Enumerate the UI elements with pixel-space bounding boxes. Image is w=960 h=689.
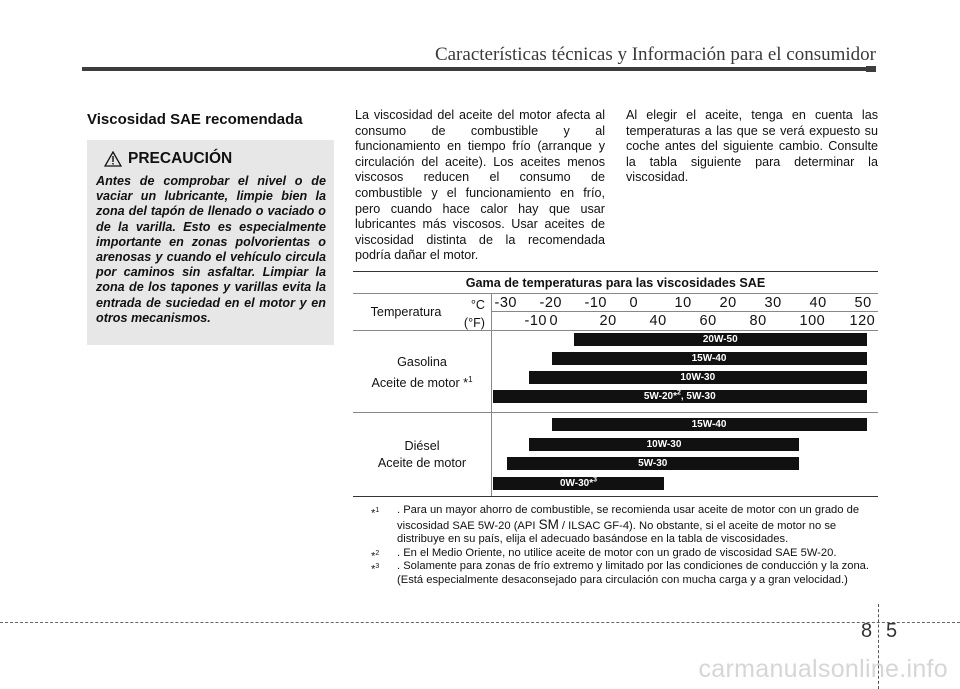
scale-bottom-rule <box>353 330 878 331</box>
bar-label-suffix: , 5W-30 <box>680 391 716 402</box>
header-rule <box>82 67 876 71</box>
diesel-label <box>353 438 491 472</box>
celsius-unit: °C <box>470 298 485 312</box>
celsius-tick: 40 <box>809 295 827 311</box>
section-title: Viscosidad SAE recomendada <box>87 111 303 128</box>
temperature-label: Temperatura <box>370 305 442 319</box>
diesel-bar-5w30 <box>507 457 800 470</box>
footnote-3 <box>373 560 883 587</box>
celsius-tick: -10 <box>584 295 607 311</box>
fahrenheit-tick: 100 <box>799 313 826 329</box>
bar-label <box>560 477 597 490</box>
body-paragraph-choose-oil: Al elegir el aceite, tenga en cuenta las temperaturas a las que se verá expuesto su coche antes del siguiente cambio. Consulte la tabla siguiente para determinar la viscosidad. <box>626 108 878 185</box>
body-paragraph-viscosity: La viscosidad del aceite del motor afecta al consumo de combustible y al funcionamiento en tiempo frío (arranque y circulación del aceite). Los aceites menos viscosos reducen el consumo de combustible y el funcionamiento en frío, pero cuando hace calor hay que usar lubricantes más viscosos. Usar aceites de viscosidad distinta de la recomendada podría dañar el motor. <box>355 108 605 263</box>
fahrenheit-tick: 60 <box>699 313 717 329</box>
celsius-tick: 0 <box>629 295 639 311</box>
footnote-marker <box>371 504 379 521</box>
footnote-asterisk: * <box>371 550 376 563</box>
gasoline-label <box>353 354 491 392</box>
fahrenheit-unit: (°F) <box>463 316 485 330</box>
temperature-scale <box>491 294 878 330</box>
celsius-tick: 10 <box>674 295 692 311</box>
footnote-marker <box>371 560 379 577</box>
footnote-text: . Solamente para zonas de frío extremo y limitado por las condiciones de conducción y la zona. (Está especialmente desaconsejado para circulación con mucha carga y a gran velocidad.) <box>397 560 869 586</box>
gasoline-label-line2: Aceite de motor * <box>371 376 469 391</box>
diesel-bar-15w40 <box>552 418 867 431</box>
group-divider-rule <box>353 412 878 413</box>
footnote-number: 2 <box>375 549 380 557</box>
bar-label-text: 10W-30 <box>680 372 716 383</box>
celsius-tick: 50 <box>854 295 872 311</box>
footnote-text-continued: / ILSAC GF-4). No obstante, si el aceite de motor no se distribuye en su país, elija el adecuado basándose en la tabla de viscosidades. <box>397 519 837 546</box>
fahrenheit-tick: 120 <box>849 313 876 329</box>
bar-label <box>680 371 715 384</box>
gasoline-bar-10w30 <box>529 371 867 384</box>
fahrenheit-tick: 40 <box>649 313 667 329</box>
footnote-2 <box>373 547 883 561</box>
gasoline-label-footnote-mark: 1 <box>468 375 473 384</box>
diesel-bar-10w30 <box>529 438 799 451</box>
fahrenheit-scale-row <box>491 312 878 330</box>
celsius-tick: -30 <box>494 295 517 311</box>
api-sm-mark: SM <box>538 516 559 532</box>
footnote-number: 1 <box>375 507 380 514</box>
viscosity-table <box>353 271 878 497</box>
footnote-asterisk: * <box>371 507 376 520</box>
caution-text: Antes de comprobar el nivel o de vaciar un lubricante, limpie bien la zona del tapón de llenado o vaciado o de la varilla. Esto es especialmente importante en zonas polvorientas o arenosas y cuando el vehículo circula por caminos sin asfaltar. Limpiar la zona de los tapones y varillas evita la entrada de suciedad en el motor y en otros mecanismos. <box>96 174 326 325</box>
table-title: Gama de temperaturas para las viscosidades SAE <box>353 272 878 294</box>
bar-label <box>692 418 727 431</box>
gasoline-bar-15w40 <box>552 352 867 365</box>
diesel-label-line1: Diésel <box>404 439 440 453</box>
bar-label-text: 10W-30 <box>646 439 682 450</box>
bar-label-text: 5W-20* <box>643 391 677 402</box>
celsius-tick: -20 <box>539 295 562 311</box>
page-separator-horizontal <box>0 622 960 623</box>
bar-label <box>647 438 682 451</box>
gasoline-label-line1: Gasolina <box>397 355 447 369</box>
footnote-text: . Para un mayor ahorro de combustible, se recomienda usar aceite de motor con un grado de viscosidad SAE 5W-20 (API <box>397 504 860 532</box>
running-header-title: Características técnicas y Información para el consumidor <box>434 44 876 65</box>
warning-triangle-icon <box>104 151 122 167</box>
footnote-1 <box>373 504 883 547</box>
fahrenheit-tick: 80 <box>749 313 767 329</box>
gasoline-bar-5w20 <box>493 390 867 403</box>
page-number: 5 <box>886 620 898 642</box>
caution-label: PRECAUCIÓN <box>128 150 233 167</box>
bar-label-text: 5W-30 <box>638 458 668 469</box>
bar-label-text: 15W-40 <box>691 419 727 430</box>
celsius-tick: 20 <box>719 295 737 311</box>
bar-label <box>638 457 667 470</box>
footnote-asterisk: * <box>371 564 376 577</box>
caution-box <box>87 140 334 345</box>
bar-label-text: 20W-50 <box>702 334 738 345</box>
bar-label <box>692 352 727 365</box>
header-rule-tail <box>866 66 876 72</box>
bar-label <box>703 333 738 346</box>
footnote-text: . En el Medio Oriente, no utilice aceite de motor con un grado de viscosidad SAE 5W-20. <box>397 546 837 559</box>
bar-label-text: 0W-30* <box>559 478 594 489</box>
caution-header <box>104 150 326 168</box>
gasoline-bar-20w50 <box>574 333 867 346</box>
fahrenheit-tick: -10 <box>524 313 547 329</box>
diesel-bar-0w30 <box>493 477 664 490</box>
bar-label-footnote-mark: 2 <box>676 389 681 397</box>
bar-label-footnote-mark: 3 <box>593 476 598 484</box>
celsius-scale-row <box>491 294 878 312</box>
celsius-tick: 30 <box>764 295 782 311</box>
chapter-number: 8 <box>861 620 873 642</box>
diesel-label-line2: Aceite de motor <box>377 456 467 470</box>
footnotes <box>373 504 883 588</box>
watermark: carmanualsonline.info <box>698 655 948 683</box>
fahrenheit-tick: 20 <box>599 313 617 329</box>
bar-label-text: 15W-40 <box>691 353 727 364</box>
bar-label <box>644 390 716 403</box>
fahrenheit-tick: 0 <box>549 313 559 329</box>
footnote-number: 3 <box>375 563 380 571</box>
